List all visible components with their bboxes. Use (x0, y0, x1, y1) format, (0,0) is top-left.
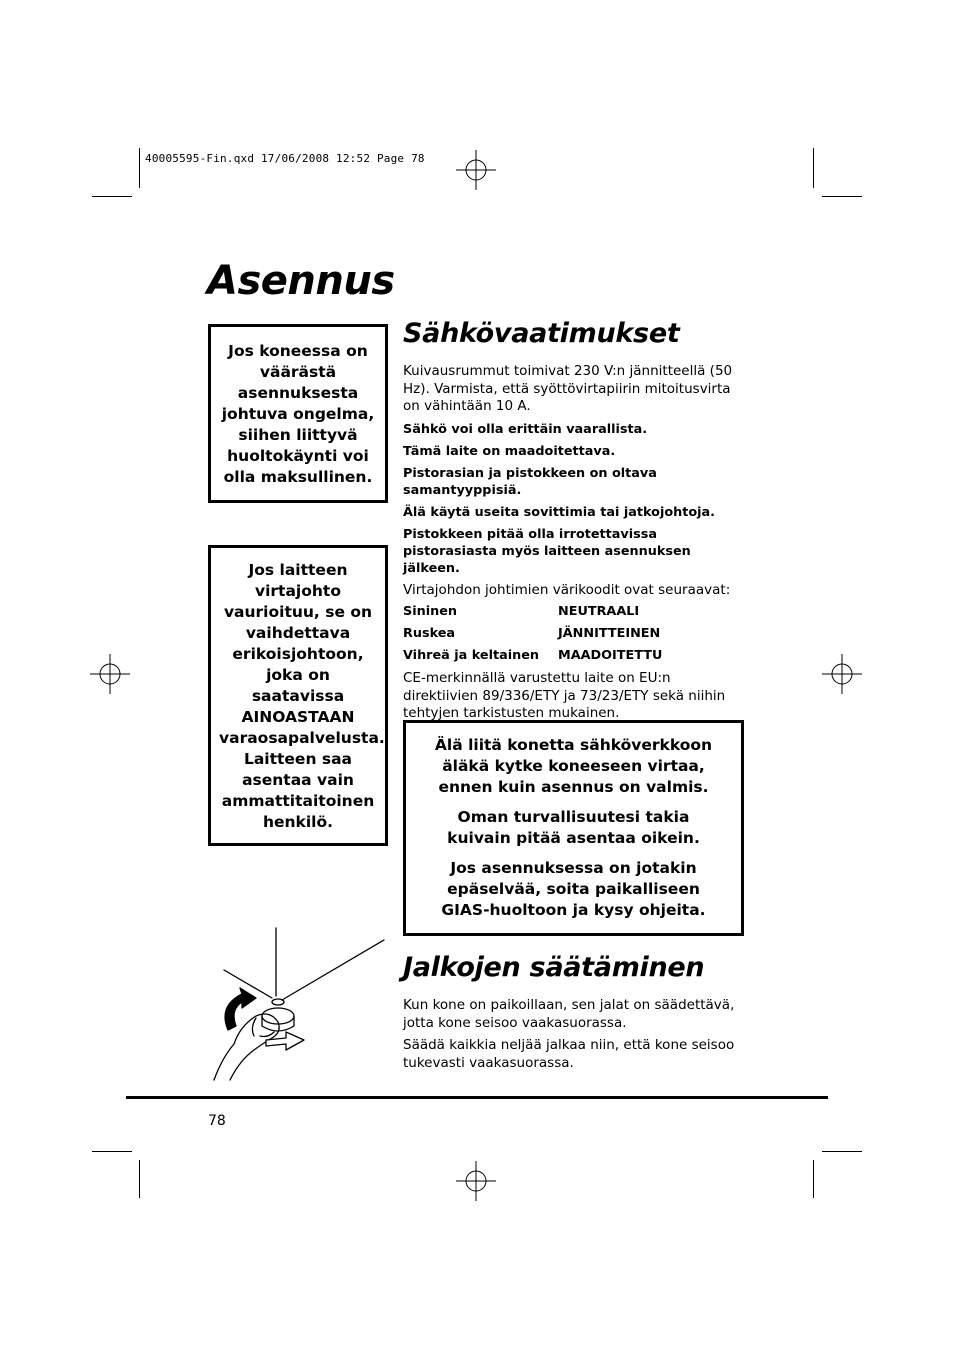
electrical-section-title: Sähkövaatimukset (403, 318, 680, 349)
safety-notice-p1: Älä liitä konetta sähköverkkoon äläkä kytke koneeseen virtaa, ennen kuin asennus on valmis. (434, 736, 713, 796)
registration-mark-icon (822, 654, 862, 694)
wire-color: Ruskea (403, 626, 456, 642)
footer-rule (126, 1096, 828, 1099)
crop-mark (92, 1151, 132, 1152)
safety-notice-p3: Jos asennuksessa on jotakin epäselvää, soita paikalliseen GIAS-huoltoon ja kysy ohjeita. (441, 859, 706, 919)
crop-mark (822, 1151, 862, 1152)
feet-section-title: Jalkojen säätäminen (403, 952, 705, 983)
registration-mark-icon (90, 654, 130, 694)
electrical-intro: Kuivausrummut toimivat 230 V:n jännitteellä (50 Hz). Varmista, että syöttövirtapiirin mitoitusvirta on vähintään 10 A. (403, 363, 733, 414)
electrical-section-body (403, 363, 748, 728)
registration-mark-icon (456, 150, 496, 190)
crop-mark (813, 1160, 814, 1198)
printer-slug-line: 40005595-Fin.qxd 17/06/2008 12:52 Page 78 (145, 152, 425, 165)
wire-color: Sininen (403, 604, 457, 620)
wire-function: MAADOITETTU (558, 648, 663, 664)
hand-adjusting-foot-illustration (200, 926, 390, 1086)
safety-notice (403, 720, 744, 936)
repair-cost-notice (208, 324, 388, 503)
warning-accessible: Pistokkeen pitää olla irrotettavissa pistorasiasta myös laitteen asennuksen jälkeen. (403, 526, 691, 576)
wire-color-table (403, 601, 748, 667)
crop-mark (139, 148, 140, 188)
warning-dangerous: Sähkö voi olla erittäin vaarallista. (403, 421, 648, 437)
wire-function: JÄNNITTEINEN (558, 626, 661, 642)
registration-mark-icon (456, 1161, 496, 1201)
power-cord-notice (208, 545, 388, 846)
page-title: Asennus (207, 258, 395, 304)
feet-paragraph-1: Kun kone on paikoillaan, sen jalat on säädettävä, jotta kone seisoo vaakasuorassa. (403, 997, 735, 1031)
crop-mark (822, 196, 862, 197)
wire-function: NEUTRAALI (558, 604, 640, 620)
table-row (403, 623, 748, 645)
power-cord-notice-text: Jos laitteen virtajohto vaurioituu, se on vaihdettava erikoisjohtoon, joka on saatavissa AINOASTAAN varaosapalvelusta. Laitteen saa asentaa vain ammattitaitoinen henkilö. (219, 561, 385, 831)
table-row (403, 601, 748, 623)
repair-cost-notice-text: Jos koneessa on väärästä asennuksesta johtuva ongelma, siihen liittyvä huoltokäynti voi olla maksullinen. (221, 342, 375, 486)
crop-mark (92, 196, 132, 197)
feet-section-body (403, 997, 748, 1077)
wire-color: Vihreä ja keltainen (403, 648, 540, 664)
feet-paragraph-2: Säädä kaikkia neljää jalkaa niin, että kone seisoo tukevasti vaakasuorassa. (403, 1037, 735, 1071)
warning-adapters: Älä käytä useita sovittimia tai jatkojohtoja. (403, 504, 716, 520)
crop-mark (139, 1160, 140, 1198)
crop-mark (813, 148, 814, 188)
page-number: 78 (208, 1113, 226, 1129)
warning-earthed: Tämä laite on maadoitettava. (403, 443, 616, 459)
ce-compliance-text: CE-merkinnällä varustettu laite on EU:n direktiivien 89/336/ETY ja 73/23/ETY sekä niihin tehtyjen tarkistusten mukainen. (403, 670, 726, 721)
warning-matching: Pistorasian ja pistokkeen on oltava samantyyppisiä. (403, 465, 657, 498)
wire-intro: Virtajohdon johtimien värikoodit ovat seuraavat: (403, 581, 731, 598)
safety-notice-p2: Oman turvallisuutesi takia kuivain pitää asentaa oikein. (447, 808, 700, 847)
table-row (403, 645, 748, 667)
